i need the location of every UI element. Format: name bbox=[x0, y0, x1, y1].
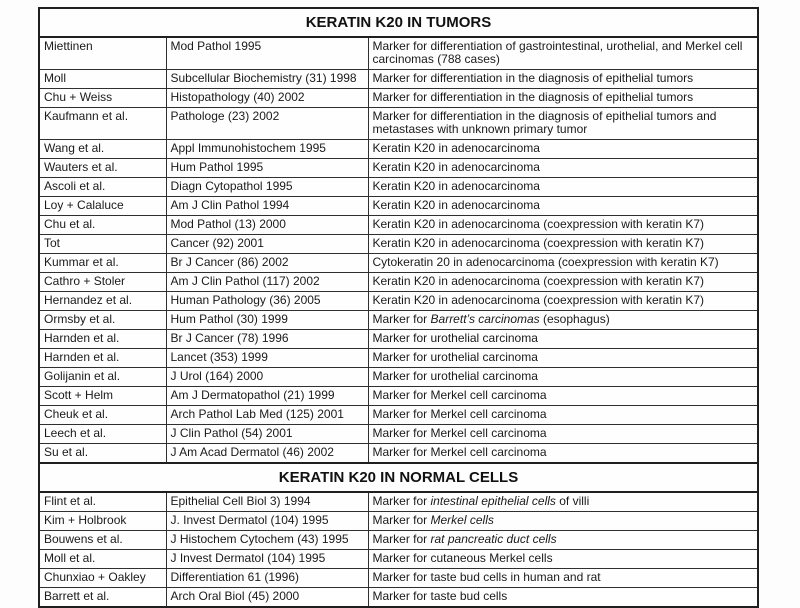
author-cell: Wauters et al. bbox=[39, 159, 166, 178]
finding-cell: Marker for Merkel cell carcinoma bbox=[368, 387, 758, 406]
finding-cell: Marker for taste bud cells bbox=[368, 588, 758, 608]
author-cell: Cathro + Stoler bbox=[39, 273, 166, 292]
finding-cell: Marker for differentiation of gastrointestinal, urothelial, and Merkel cell carcinomas (788 cases) bbox=[368, 37, 758, 70]
reference-cell: J Histochem Cytochem (43) 1995 bbox=[166, 531, 368, 550]
finding-cell: Keratin K20 in adenocarcinoma (coexpression with keratin K7) bbox=[368, 235, 758, 254]
author-cell: Scott + Helm bbox=[39, 387, 166, 406]
finding-cell: Marker for differentiation in the diagnosis of epithelial tumors bbox=[368, 89, 758, 108]
table-row bbox=[39, 512, 758, 531]
reference-cell: Appl Immunohistochem 1995 bbox=[166, 140, 368, 159]
reference-cell: Arch Oral Biol (45) 2000 bbox=[166, 588, 368, 608]
reference-cell: Hum Pathol (30) 1999 bbox=[166, 311, 368, 330]
table-row bbox=[39, 492, 758, 512]
table-row bbox=[39, 178, 758, 197]
reference-cell: Am J Clin Pathol 1994 bbox=[166, 197, 368, 216]
finding-cell: Marker for Merkel cell carcinoma bbox=[368, 444, 758, 464]
finding-cell: Marker for Merkel cell carcinoma bbox=[368, 406, 758, 425]
reference-cell: Am J Clin Pathol (117) 2002 bbox=[166, 273, 368, 292]
finding-cell: Marker for taste bud cells in human and rat bbox=[368, 569, 758, 588]
section-title: KERATIN K20 IN NORMAL CELLS bbox=[39, 463, 758, 492]
author-cell: Kummar et al. bbox=[39, 254, 166, 273]
finding-cell: Marker for rat pancreatic duct cells bbox=[368, 531, 758, 550]
author-cell: Kim + Holbrook bbox=[39, 512, 166, 531]
finding-cell: Marker for Merkel cell carcinoma bbox=[368, 425, 758, 444]
reference-cell: J. Invest Dermatol (104) 1995 bbox=[166, 512, 368, 531]
section-title: KERATIN K20 IN TUMORS bbox=[39, 8, 758, 37]
reference-cell: Hum Pathol 1995 bbox=[166, 159, 368, 178]
table-row bbox=[39, 197, 758, 216]
author-cell: Kaufmann et al. bbox=[39, 108, 166, 140]
reference-cell: Human Pathology (36) 2005 bbox=[166, 292, 368, 311]
author-cell: Golijanin et al. bbox=[39, 368, 166, 387]
reference-cell: Histopathology (40) 2002 bbox=[166, 89, 368, 108]
table-row bbox=[39, 425, 758, 444]
finding-cell: Marker for Barrett’s carcinomas (esophagus) bbox=[368, 311, 758, 330]
table-row bbox=[39, 37, 758, 70]
author-cell: Cheuk et al. bbox=[39, 406, 166, 425]
table-row bbox=[39, 159, 758, 178]
finding-cell: Marker for cutaneous Merkel cells bbox=[368, 550, 758, 569]
reference-cell: J Clin Pathol (54) 2001 bbox=[166, 425, 368, 444]
author-cell: Loy + Calaluce bbox=[39, 197, 166, 216]
finding-cell: Keratin K20 in adenocarcinoma bbox=[368, 140, 758, 159]
reference-cell: J Am Acad Dermatol (46) 2002 bbox=[166, 444, 368, 464]
finding-cell: Marker for differentiation in the diagnosis of epithelial tumors and metastases with unknown primary tumor bbox=[368, 108, 758, 140]
finding-cell: Keratin K20 in adenocarcinoma bbox=[368, 197, 758, 216]
author-cell: Miettinen bbox=[39, 37, 166, 70]
finding-cell: Marker for urothelial carcinoma bbox=[368, 368, 758, 387]
table-row bbox=[39, 70, 758, 89]
section-header-row bbox=[39, 8, 758, 37]
author-cell: Bouwens et al. bbox=[39, 531, 166, 550]
reference-cell: Mod Pathol (13) 2000 bbox=[166, 216, 368, 235]
table-row bbox=[39, 292, 758, 311]
finding-cell: Keratin K20 in adenocarcinoma (coexpression with keratin K7) bbox=[368, 216, 758, 235]
finding-cell: Marker for urothelial carcinoma bbox=[368, 330, 758, 349]
author-cell: Barrett et al. bbox=[39, 588, 166, 608]
reference-cell: Lancet (353) 1999 bbox=[166, 349, 368, 368]
table-row bbox=[39, 444, 758, 464]
author-cell: Harnden et al. bbox=[39, 349, 166, 368]
author-cell: Chunxiao + Oakley bbox=[39, 569, 166, 588]
table-body bbox=[39, 8, 758, 607]
table-row bbox=[39, 387, 758, 406]
table-row bbox=[39, 531, 758, 550]
author-cell: Tot bbox=[39, 235, 166, 254]
author-cell: Hernandez et al. bbox=[39, 292, 166, 311]
keratin-table-container bbox=[38, 7, 759, 603]
reference-cell: J Invest Dermatol (104) 1995 bbox=[166, 550, 368, 569]
author-cell: Chu et al. bbox=[39, 216, 166, 235]
author-cell: Moll bbox=[39, 70, 166, 89]
author-cell: Moll et al. bbox=[39, 550, 166, 569]
table-row bbox=[39, 550, 758, 569]
reference-cell: Mod Pathol 1995 bbox=[166, 37, 368, 70]
author-cell: Chu + Weiss bbox=[39, 89, 166, 108]
reference-cell: Subcellular Biochemistry (31) 1998 bbox=[166, 70, 368, 89]
reference-cell: Differentiation 61 (1996) bbox=[166, 569, 368, 588]
author-cell: Su et al. bbox=[39, 444, 166, 464]
reference-cell: Epithelial Cell Biol 3) 1994 bbox=[166, 492, 368, 512]
author-cell: Harnden et al. bbox=[39, 330, 166, 349]
table-row bbox=[39, 330, 758, 349]
finding-cell: Marker for urothelial carcinoma bbox=[368, 349, 758, 368]
table-row bbox=[39, 273, 758, 292]
section-header-row bbox=[39, 463, 758, 492]
finding-cell: Keratin K20 in adenocarcinoma bbox=[368, 159, 758, 178]
finding-cell: Keratin K20 in adenocarcinoma (coexpression with keratin K7) bbox=[368, 273, 758, 292]
finding-cell: Keratin K20 in adenocarcinoma bbox=[368, 178, 758, 197]
reference-cell: J Urol (164) 2000 bbox=[166, 368, 368, 387]
table-row bbox=[39, 349, 758, 368]
reference-cell: Cancer (92) 2001 bbox=[166, 235, 368, 254]
finding-cell: Marker for intestinal epithelial cells of villi bbox=[368, 492, 758, 512]
table-row bbox=[39, 216, 758, 235]
author-cell: Flint et al. bbox=[39, 492, 166, 512]
table-row bbox=[39, 108, 758, 140]
table-row bbox=[39, 406, 758, 425]
reference-cell: Pathologe (23) 2002 bbox=[166, 108, 368, 140]
table-row bbox=[39, 140, 758, 159]
reference-cell: Diagn Cytopathol 1995 bbox=[166, 178, 368, 197]
reference-cell: Br J Cancer (86) 2002 bbox=[166, 254, 368, 273]
author-cell: Leech et al. bbox=[39, 425, 166, 444]
table-row bbox=[39, 254, 758, 273]
keratin-table bbox=[38, 7, 759, 608]
reference-cell: Arch Pathol Lab Med (125) 2001 bbox=[166, 406, 368, 425]
table-row bbox=[39, 89, 758, 108]
author-cell: Ascoli et al. bbox=[39, 178, 166, 197]
reference-cell: Am J Dermatopathol (21) 1999 bbox=[166, 387, 368, 406]
author-cell: Ormsby et al. bbox=[39, 311, 166, 330]
table-row bbox=[39, 368, 758, 387]
reference-cell: Br J Cancer (78) 1996 bbox=[166, 330, 368, 349]
author-cell: Wang et al. bbox=[39, 140, 166, 159]
table-row bbox=[39, 311, 758, 330]
table-row bbox=[39, 235, 758, 254]
finding-cell: Cytokeratin 20 in adenocarcinoma (coexpression with keratin K7) bbox=[368, 254, 758, 273]
finding-cell: Keratin K20 in adenocarcinoma (coexpression with keratin K7) bbox=[368, 292, 758, 311]
finding-cell: Marker for differentiation in the diagnosis of epithelial tumors bbox=[368, 70, 758, 89]
table-row bbox=[39, 588, 758, 608]
table-row bbox=[39, 569, 758, 588]
finding-cell: Marker for Merkel cells bbox=[368, 512, 758, 531]
